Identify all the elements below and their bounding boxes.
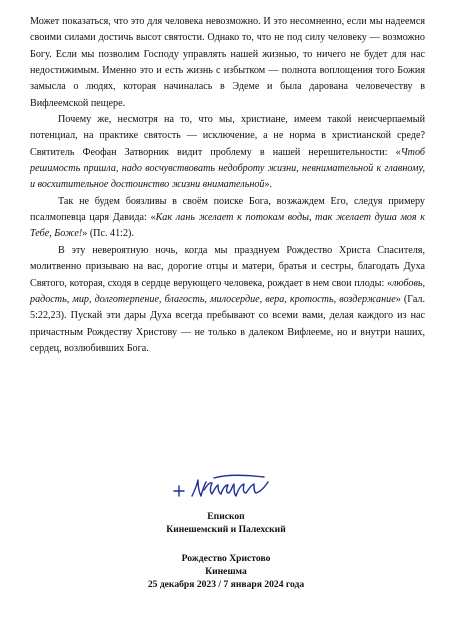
quotation-text: любовь, радость, мир, долготерпение, благость, милосердие, вера, кротость, воздержание [30, 277, 425, 305]
epistle-body [30, 14, 425, 357]
paragraph-text: ». [264, 179, 273, 191]
paragraph-text: В эту невероятную ночь, когда мы празднуем Рождество Христа Спасителя, молитвенно призываю на вас, дорогие отцы и матери, братья и сестры, благодать Духа Святого, которая, сходя в сердце верующего человека, рождает в нем свои плоды: « [30, 244, 425, 289]
signatory-block [0, 510, 452, 536]
paragraph [30, 194, 425, 243]
closing-date: 25 декабря 2023 / 7 января 2024 года [147, 579, 305, 590]
paragraph-text: Так не будем боязливы в своём поиске Бога, возжаждем Его, следуя примеру псалмопевца царя Давида: « [30, 195, 425, 224]
paragraph [30, 14, 425, 112]
paragraph-text: Может показаться, что это для человека невозможно. И это несомненно, если мы надеемся своими силами достичь высот святости. Однако то, что не под силу человеку — возможно Богу. Если мы позволим Господу управлять нашей жизнью, то ничего не будет для нас недостижимым. Именно это и есть жизнь с избытком — полнота воплощения того Божия замысла о людях, которая начиналась в Эдеме и была дарована человечеству в Вифлеемской пещере. [30, 16, 425, 109]
closing-occasion: Рождество Христово [181, 553, 271, 564]
paragraph [30, 112, 425, 194]
handwritten-signature [168, 470, 278, 510]
closing-block [0, 552, 452, 591]
signatory-see: Кинешемский и Палехский [166, 524, 286, 535]
paragraph-text: Почему же, несмотря на то, что мы, христиане, имеем такой неисчерпаемый потенциал, на практике святость — исключение, а не норма в христианской среде? Святитель Феофан Затворник видит проблему в нашей нерешительности: « [30, 114, 425, 158]
paragraph-text: » (Гал. 5:22,23). Пускай эти дары Духа всегда пребывают со всеми вами, делая каждого из нас причастным Рождеству Христову — не только в далеком Вифлееме, но и внутри наших, сердец, возлюбивших Бога. [30, 293, 426, 354]
paragraph [30, 243, 425, 357]
paragraph-text: » (Пс. 41:2). [82, 228, 134, 240]
quotation-text: Как лань желает к потокам воды, так желает душа моя к Тебе, Боже! [30, 212, 425, 240]
closing-city: Кинешма [205, 566, 247, 577]
signatory-rank: Епископ [207, 511, 245, 522]
quotation-text: Чтоб решимость пришла, надо восчувствовать недоброту жизни, невнимательной к главному, и восхитительное достоинство жизни внимательной [30, 146, 425, 191]
